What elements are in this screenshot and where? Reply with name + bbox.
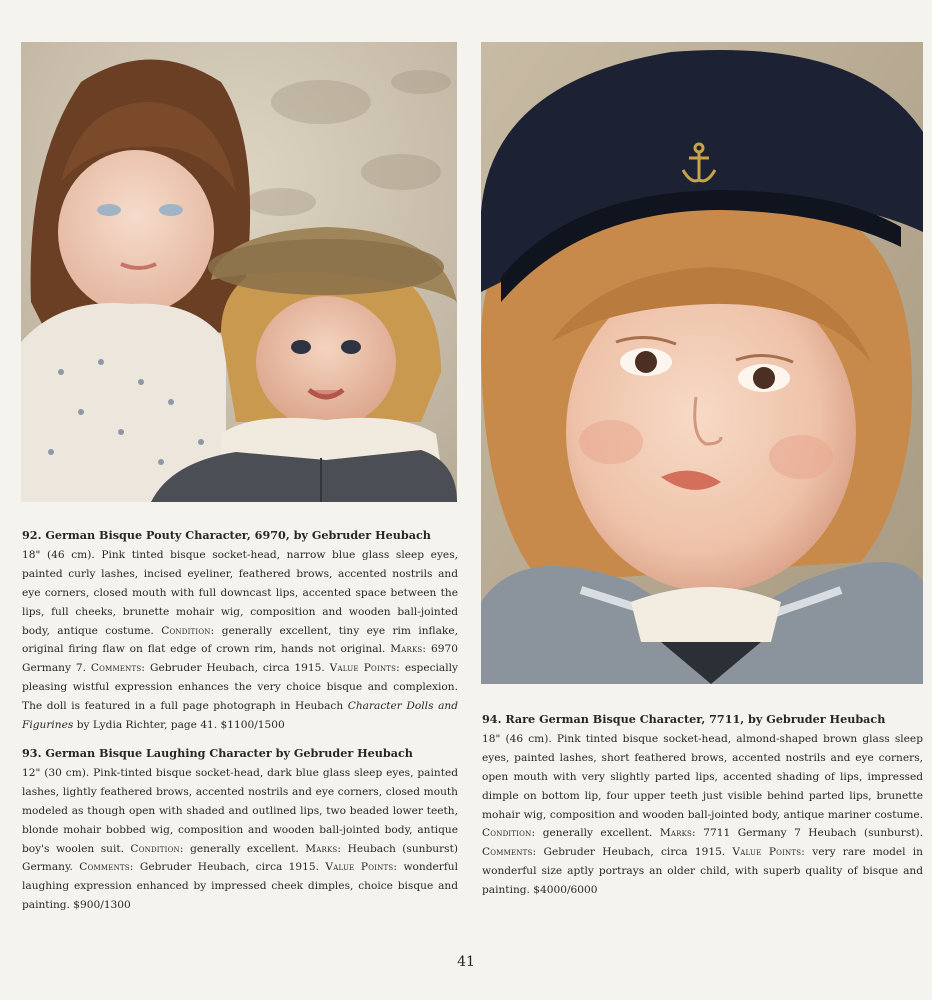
- comments-label: Comments:: [482, 846, 537, 859]
- marks-label: Marks:: [659, 827, 696, 840]
- marks-text: 7711 Germany 7 Heubach (sunburst).: [703, 827, 924, 840]
- comments-label: Comments:: [90, 662, 146, 675]
- entry-title: 93. German Bisque Laughing Character by Gebruder Heubach: [22, 746, 413, 760]
- page-number: 41: [457, 954, 475, 970]
- comments-label: Comments:: [79, 861, 134, 874]
- condition-label: Condition:: [130, 842, 184, 855]
- value-points-label: Value Points:: [329, 662, 400, 675]
- entry-title: 92. German Bisque Pouty Character, 6970, by Gebruder Heubach: [22, 528, 431, 542]
- condition-text: generally excellent.: [190, 842, 299, 855]
- entry-description: 18" (46 cm). Pink tinted bisque socket-head, narrow blue glass sleep eyes, painted curly lashes, incised eyeliner, feathered brows, accented nostrils and eye corners, closed mouth with full downcast lips, accented space between the lips, full cheeks, brunette mohair wig, composition and wooden ball-jointed body, antique costume.: [22, 548, 458, 637]
- condition-text: generally excellent.: [542, 827, 653, 840]
- sailor-doll-illustration: [481, 42, 923, 684]
- marks-label: Marks:: [305, 842, 342, 855]
- catalog-entry-94: [482, 710, 923, 900]
- comments-text: Gebruder Heubach, circa 1915.: [139, 861, 320, 874]
- entry-description: 12" (30 cm). Pink-tinted bisque socket-head, dark blue glass sleep eyes, painted lashes, lightly feathered brows, accented nostrils and eye corners, closed mouth modeled as though open with shaded and outlined lips, two beaded lower teeth, blonde mohair bobbed wig, composition and wooden ball-jointed body, antique boy's woolen suit.: [22, 766, 458, 855]
- condition-label: Condition:: [482, 827, 536, 840]
- catalog-entry-92: [22, 526, 458, 735]
- marks-text: 6970 Germany 7.: [22, 643, 459, 675]
- comments-text: Gebruder Heubach, circa 1915.: [150, 662, 325, 675]
- entry-description: 18" (46 cm). Pink tinted bisque socket-head, almond-shaped brown glass sleep eyes, painted lashes, short feathered brows, accented nostrils and eye corners, open mouth with very slightly parted lips, accented shading of lips, impressed dimple on bottom lip, four upper teeth just visible behind parted lips, brunette mohair wig, composition and wooden ball-jointed body, antique mariner costume.: [482, 732, 923, 821]
- entry-title: 94. Rare German Bisque Character, 7711, by Gebruder Heubach: [482, 712, 886, 726]
- marks-text: Heubach (sunburst) Germany.: [22, 842, 458, 874]
- comments-text: Gebruder Heubach, circa 1915.: [543, 846, 726, 859]
- photo-sailor-doll-94: [481, 42, 923, 684]
- condition-label: Condition:: [161, 624, 215, 637]
- value-points-text: very rare model in wonderful size aptly portrays an older child, with superb quality of bisque and painting. $4000/6000: [482, 846, 924, 897]
- book-title: Character Dolls and Figurines: [22, 700, 458, 732]
- catalog-entry-93: [22, 744, 458, 915]
- value-points-text: especially pleasing wistful expression enhances the very choice bisque and complexion. The doll is featured in a full page photograph in Heubach: [22, 662, 458, 713]
- value-points-label: Value Points:: [325, 861, 398, 874]
- value-points-label: Value Points:: [732, 846, 806, 859]
- photo-dolls-92-93: [21, 42, 457, 502]
- value-points-tail: by Lydia Richter, page 41. $1100/1500: [76, 719, 285, 732]
- condition-text: generally excellent, tiny eye rim inflake, original firing flaw on flat edge of crown rim, hands not original.: [22, 624, 458, 656]
- marks-label: Marks:: [390, 643, 427, 656]
- doll-pair-illustration: [21, 42, 457, 502]
- value-points-text: wonderful laughing expression enhanced by impressed cheek dimples, choice bisque and painting. $900/1300: [22, 861, 458, 912]
